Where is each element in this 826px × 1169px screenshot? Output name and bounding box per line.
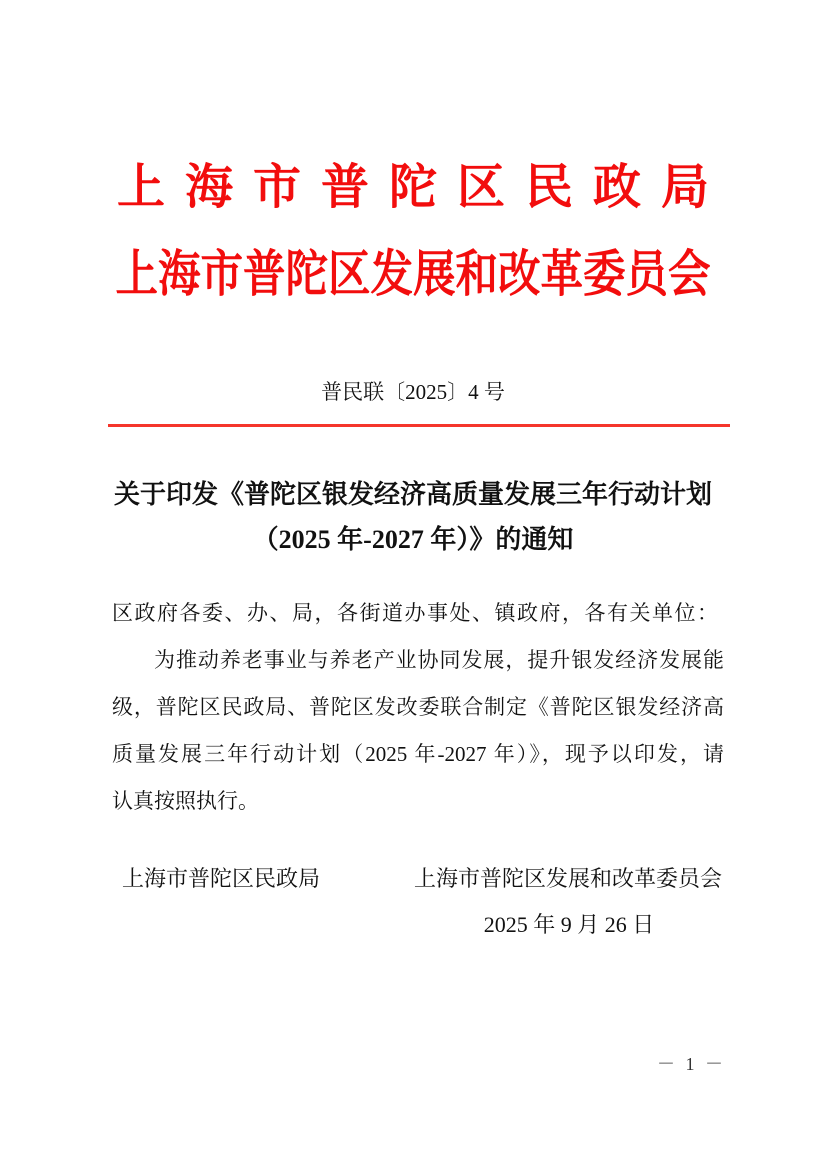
- body-paragraph-line: 质量发展三年行动计划（2025 年-2027 年）》，现予以印发，请: [112, 742, 724, 766]
- page-number: － 1 －: [657, 1054, 726, 1074]
- body-text: [112, 590, 724, 825]
- body-salutation: 区政府各委、办、局，各街道办事处、镇政府，各有关单位：: [112, 601, 720, 625]
- signature-org-left: 上海市普陀区民政局: [122, 866, 321, 891]
- document-title: [0, 472, 826, 562]
- document-number: 普民联〔2025〕4 号: [321, 380, 505, 404]
- body-paragraph-line: 级，普陀区民政局、普陀区发改委联合制定《普陀区银发经济高: [112, 695, 724, 719]
- document-title-line-1: 关于印发《普陀区银发经济高质量发展三年行动计划: [113, 480, 712, 509]
- body-paragraph-line: 为推动养老事业与养老产业协同发展，提升银发经济发展能: [154, 648, 724, 672]
- red-divider-rule: [108, 424, 730, 427]
- letterhead-org-2: 上海市普陀区发展和改革委员会: [115, 246, 711, 302]
- signature-org-right: 上海市普陀区发展和改革委员会: [413, 866, 722, 891]
- signature-date: 2025 年 9 月 26 日: [483, 912, 655, 937]
- document-title-line-2: （2025 年-2027 年）》的通知: [252, 525, 574, 554]
- body-paragraph-line: 认真按照执行。: [112, 789, 259, 813]
- letterhead-org-1: 上海市普陀区民政局: [116, 161, 729, 214]
- letterhead-org-2-wrap: [0, 244, 826, 304]
